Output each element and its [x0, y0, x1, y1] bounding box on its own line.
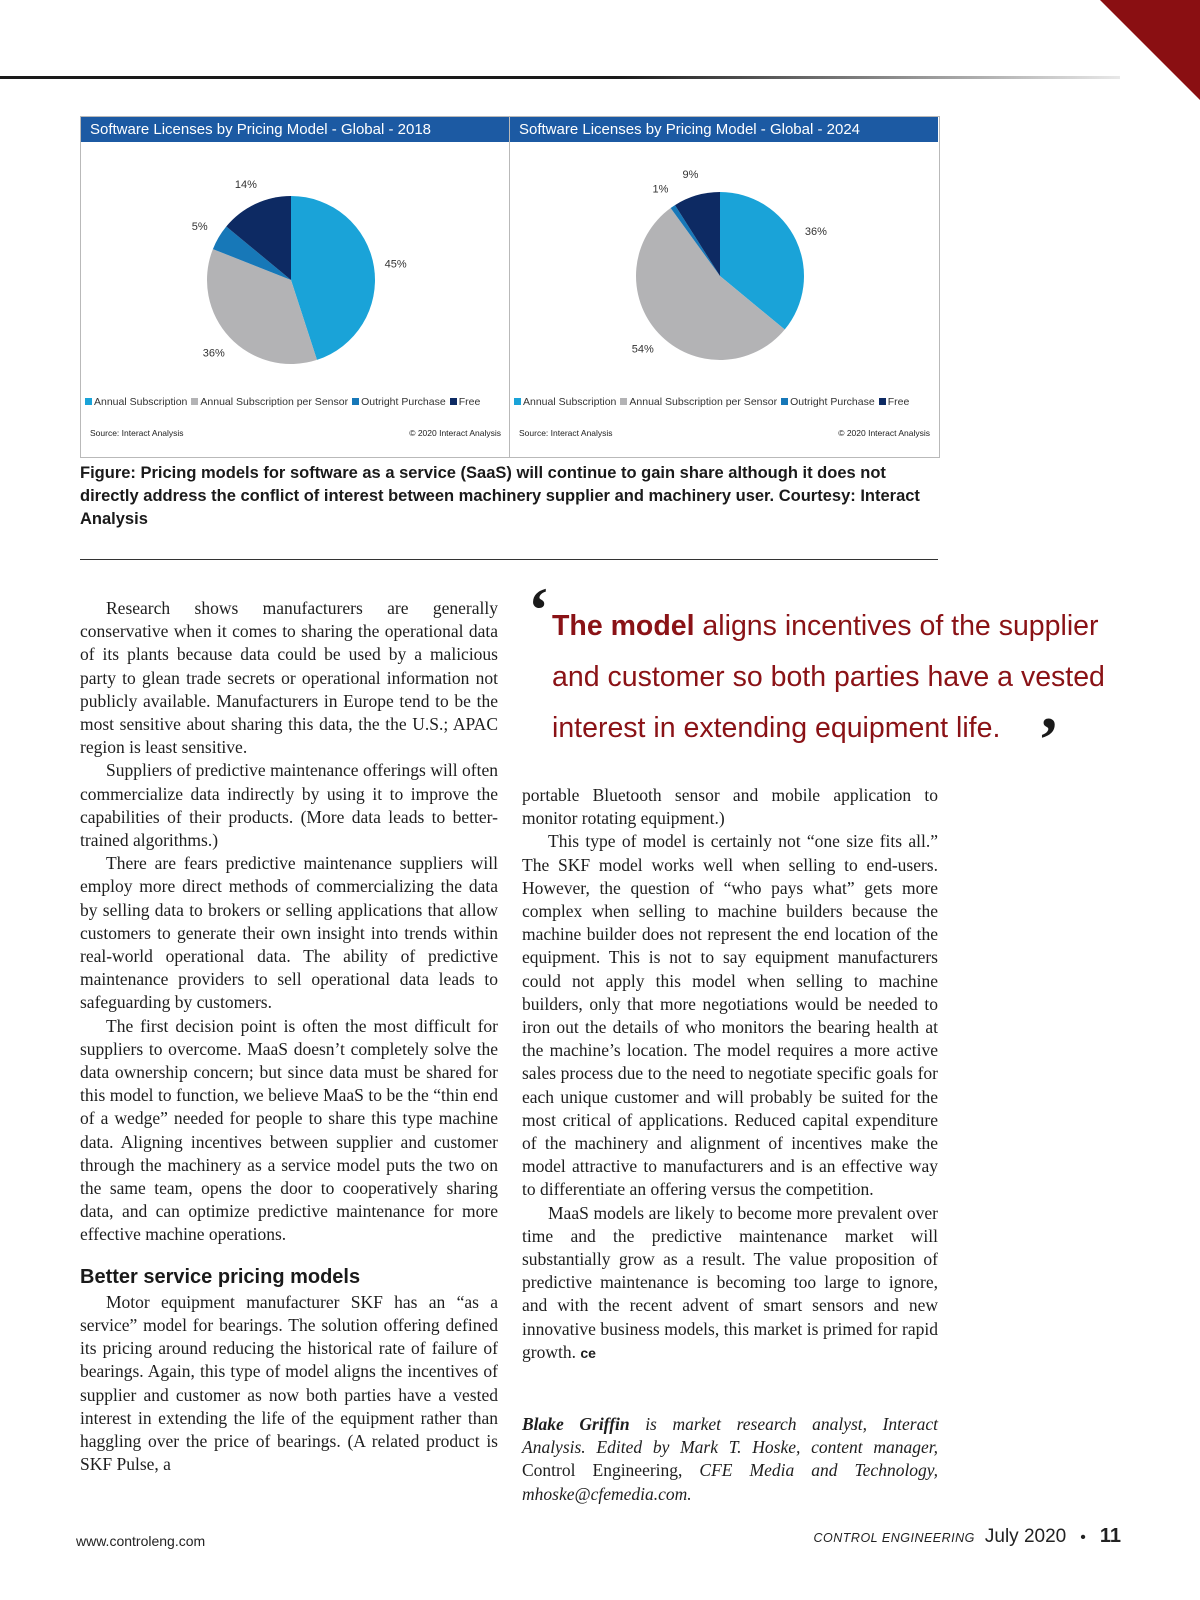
end-mark: ce — [580, 1344, 596, 1361]
legend-item — [781, 396, 875, 408]
chart-legend — [514, 396, 938, 408]
article-column-2 — [522, 784, 938, 1365]
pull-quote-text: aligns incentives of the supplier and customer so both parties have a vested interest in extending equipment life. — [552, 610, 1105, 744]
legend-item — [879, 396, 910, 408]
chart-source: Source: Interact Analysis — [90, 428, 184, 438]
legend-label: Annual Subscription per Sensor — [629, 396, 778, 408]
paragraph: Research shows manufacturers are generally conservative when it comes to sharing the operational data of its plants because data could be used by a malicious party to glean trade secrets or operational information not publicly available. Manufacturers in Europe tend to be the most sensitive about sharing this data, the the U.S.; APAC region is least sensitive. — [80, 598, 498, 758]
bio-text-2: CFE Media and Technology, mhoske@cfemedia.com. — [522, 1460, 938, 1504]
page-number: 11 — [1099, 1525, 1121, 1547]
legend-item — [450, 396, 481, 408]
legend-item — [514, 396, 616, 408]
pie-data-label: 36% — [804, 225, 827, 238]
author-bio — [522, 1413, 938, 1506]
legend-label: Outright Purchase — [361, 396, 446, 408]
close-quote-mark: ’ — [1038, 704, 1060, 775]
publication-name: Control Engineering, — [522, 1460, 683, 1481]
legend-swatch — [85, 398, 92, 405]
figure — [80, 116, 940, 458]
legend-label: Annual Subscription — [523, 396, 617, 408]
magazine-name: CONTROL ENGINEERING — [813, 1531, 975, 1545]
paragraph: Motor equipment manufacturer SKF has an “as a service” model for bearings. The solution offering defined its pricing around reducing the historical rate of failure of bearings. Again, this type of model aligns the incentives of supplier and customer as now both parties have a vested interest in extending the life of the equipment rather than haggling over the price of bearings. (A related product is SKF Pulse, a — [80, 1291, 498, 1475]
footer-folio — [814, 1525, 1121, 1548]
legend-item — [620, 396, 777, 408]
legend-label: Free — [458, 396, 481, 408]
legend-swatch — [514, 398, 521, 405]
pie-data-label: 14% — [234, 179, 257, 192]
legend-label: Annual Subscription per Sensor — [200, 396, 349, 408]
article-column-1 — [80, 597, 498, 1476]
chart-title: Software Licenses by Pricing Model - Global - 2024 — [510, 117, 938, 142]
paragraph: This type of model is certainly not “one size fits all.” The SKF model works well when selling to end-users. However, the question of “who pays what” gets more complex when selling to machine builders because the machine builder does not represent the end location of the equipment. This is not to say equipment manufacturers could not apply this model when selling to machine builders, only that more negotiations would be needed to iron out the details of who monitors the bearing health at the machine’s location. The model requires a more active sales process due to the need to negotiate specific goals for each unique customer and will probably be suited for the most critical of applications. Reduced capital expenditure of the machinery and alignment of incentives make the model attractive to manufacturers and is an effective way to differentiate an offering versus the competition. — [522, 831, 938, 1200]
pie-data-label: 5% — [191, 221, 208, 234]
paragraph: Suppliers of predictive maintenance offerings will often commercialize data indirectly by using it to improve the capabilities of their products. (More data leads to better-trained algorithms.) — [80, 760, 498, 851]
legend-label: Outright Purchase — [790, 396, 875, 408]
chart-source: Source: Interact Analysis — [519, 428, 613, 438]
header-rule — [0, 76, 1120, 79]
chart-copyright: © 2020 Interact Analysis — [838, 428, 930, 438]
pie-data-label: 36% — [202, 347, 225, 360]
legend-swatch — [781, 398, 788, 405]
legend-item — [85, 396, 187, 408]
legend-swatch — [450, 398, 457, 405]
chart-panel-2018 — [81, 117, 510, 457]
figure-caption: Figure: Pricing models for software as a service (SaaS) will continue to gain share although it does not directly address the conflict of interest between machinery supplier and machinery user. Courtesy: Interact Analysis — [80, 464, 920, 528]
corner-accent — [1100, 0, 1200, 100]
paragraph — [522, 1202, 938, 1365]
issue-date: July 2020 — [984, 1526, 1067, 1547]
paragraph: The first decision point is often the most difficult for suppliers to overcome. MaaS doesn’t completely solve the data ownership concern; but since data must be shared for this model to function, we believe MaaS to be the “thin end of a wedge” needed for people to share this type machine data. Aligning incentives between supplier and customer through the machinery as a service model puts the two on the same team, opens the door to cooperatively sharing data, and can optimize predictive maintenance for more effective machine operations. — [80, 1015, 498, 1245]
caption-rule — [80, 559, 938, 560]
footer-url[interactable]: www.controleng.com — [76, 1533, 206, 1549]
pull-quote-lead: The model — [552, 610, 695, 642]
pie-chart-2024 — [510, 142, 938, 392]
paragraph: portable Bluetooth sensor and mobile application to monitor rotating equipment.) — [522, 785, 938, 829]
pie-data-label: 54% — [631, 343, 654, 356]
legend-item — [191, 396, 348, 408]
legend-swatch — [352, 398, 359, 405]
footer-bullet: • — [1080, 1529, 1086, 1546]
pie-chart-2018 — [81, 142, 509, 392]
legend-swatch — [879, 398, 886, 405]
chart-panel-2024 — [510, 117, 938, 457]
legend-swatch — [191, 398, 198, 405]
legend-swatch — [620, 398, 627, 405]
pie-data-label: 9% — [682, 169, 699, 182]
paragraph: There are fears predictive maintenance suppliers will employ more direct methods of commercializing the data by selling data to brokers or selling applications that allow customers to generate their own insight into trends within real-world operational data. The ability of predictive maintenance providers to sell operational data leads to safeguarding by customers. — [80, 853, 498, 1013]
legend-label: Annual Subscription — [94, 396, 188, 408]
author-name: Blake Griffin — [522, 1414, 630, 1434]
pie-data-label: 1% — [652, 183, 669, 196]
legend-item — [352, 396, 446, 408]
chart-title: Software Licenses by Pricing Model - Global - 2018 — [81, 117, 509, 142]
section-heading: Better service pricing models — [80, 1265, 361, 1288]
open-quote-mark: ‘ — [528, 574, 550, 645]
legend-label: Free — [887, 396, 910, 408]
paragraph-text: MaaS models are likely to become more prevalent over time and the predictive maintenance market will substantially grow as a result. The value proposition of predictive maintenance is becoming too large to ignore, and with the recent advent of smart sensors and new innovative business models, this market is primed for rapid growth. — [522, 1202, 938, 1362]
chart-legend — [85, 396, 509, 408]
chart-copyright: © 2020 Interact Analysis — [409, 428, 501, 438]
bio-text: is market research analyst, Interact Analysis. Edited by Mark T. Hoske, content manager, — [522, 1414, 939, 1458]
pie-data-label: 45% — [384, 258, 407, 271]
